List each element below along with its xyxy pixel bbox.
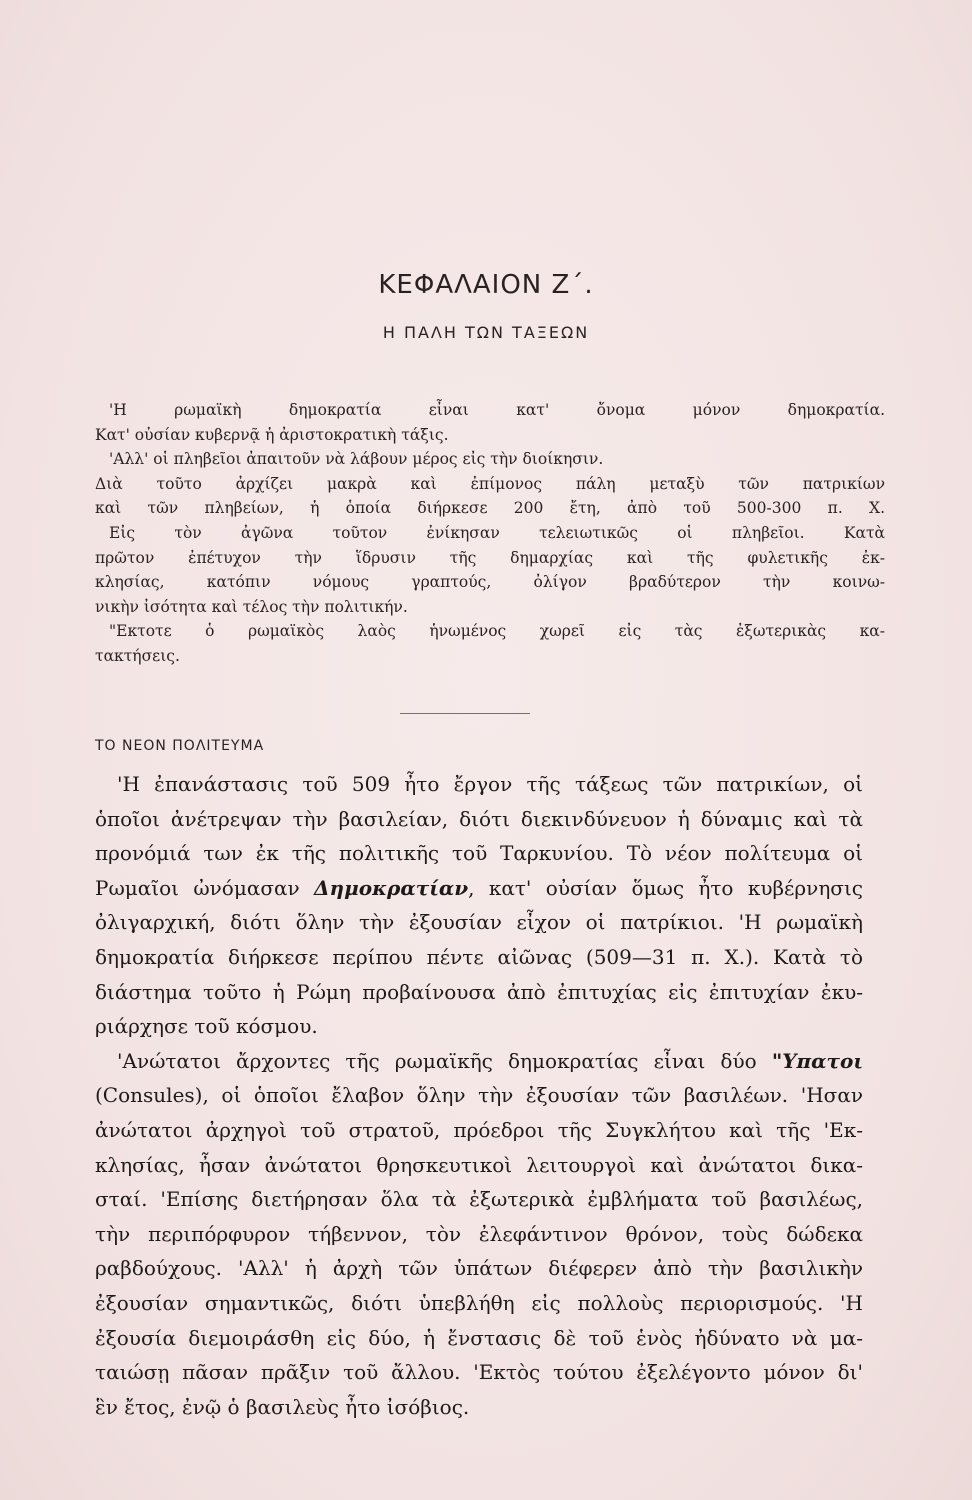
body-line <box>95 871 863 906</box>
body-line: ραβδούχους. 'Αλλ' ἡ ἀρχὴ τῶν ὑπάτων διέφερεν ἀπὸ τὴν βασιλικὴν <box>95 1256 863 1281</box>
summary-line: πρῶτον ἐπέτυχον τὴν ἵδρυσιν τῆς δημαρχίας καὶ τῆς φυλετικῆς ἐκ- <box>95 548 885 567</box>
body-fragment: 'Ανώτατοι ἄρχοντες τῆς ρωμαϊκῆς δημοκρατίας εἶναι δύο <box>117 1048 757 1073</box>
body-line: ἐξουσία διεμοιράσθη εἰς δύο, ἡ ἔνστασις δὲ τοῦ ἑνὸς ἠδύνατο νὰ μα- <box>95 1325 863 1350</box>
body-line: κλησίας, ἦσαν ἀνώτατοι θρησκευτικοὶ λειτουργοὶ καὶ ἀνώτατοι δικα- <box>95 1152 863 1177</box>
summary-line: 'Η ρωμαϊκὴ δημοκρατία εἶναι κατ' ὄνομα μόνον δημοκρατία. <box>109 401 885 419</box>
body-line: σταί. 'Επίσης διετήρησαν ὅλα τὰ ἐξωτερικὰ ἐμβλήματα τοῦ βασιλέως, <box>95 1187 863 1212</box>
summary-line: Εἰς τὸν ἀγῶνα τοῦτον ἐνίκησαν τελειωτικῶς οἱ πληβεῖοι. Κατὰ <box>109 523 885 542</box>
body-line: (Consules), οἱ ὁποῖοι ἔλαβον ὅλην τὴν ἐξουσίαν τῶν βασιλέων. 'Ησαν <box>95 1083 863 1108</box>
body-line: ὁποῖοι ἀνέτρεψαν τὴν βασιλείαν, διότι διεκινδύνευον ἡ δύναμις καὶ τὰ <box>95 806 863 831</box>
section-heading: ΤΟ ΝΕΟΝ ΠΟΛΙΤΕΥΜΑ <box>95 738 265 754</box>
body-text <box>95 767 863 1424</box>
emphasis-term: Δημοκρατίαν <box>314 875 469 900</box>
body-line: ἀνώτατοι ἀρχηγοὶ τοῦ στρατοῦ, πρόεδροι τῆς Συγκλήτου καὶ τῆς 'Εκ- <box>95 1117 863 1142</box>
body-line: τὴν περιπόρφυρον τήβεννον, τὸν ἐλεφάντινον θρόνον, τοὺς δώδεκα <box>95 1221 863 1246</box>
body-line: διάστημα τοῦτο ἡ Ρώμη προβαίνουσα ἀπὸ ἐπιτυχίας εἰς ἐπιτυχίαν ἐκυ- <box>95 979 863 1004</box>
chapter-subtitle: Η ΠΑΛΗ ΤΩΝ ΤΑΞΕΩΝ <box>382 323 590 342</box>
body-fragment: Ρωμαῖοι ὠνόμασαν <box>95 875 300 900</box>
chapter-summary <box>95 398 885 669</box>
summary-line: κλησίας, κατόπιν νόμους γραπτούς, ὀλίγον βραδύτερον τὴν κοινω- <box>95 573 885 592</box>
body-line <box>95 1044 863 1079</box>
body-line: ἓν ἔτος, ἐνῷ ὁ βασιλεὺς ἦτο ἰσόβιος. <box>95 1394 470 1419</box>
emphasis-term: "Υπατοι <box>771 1048 864 1073</box>
summary-line: Διὰ τοῦτο ἀρχίζει μακρὰ καὶ ἐπίμονος πάλη μεταξὺ τῶν πατρικίων <box>95 474 885 493</box>
summary-line: Κατ' οὐσίαν κυβερνᾷ ἡ ἀριστοκρατικὴ τάξις. <box>95 425 449 444</box>
body-fragment: , κατ' οὐσίαν ὅμως ἦτο κυβέρνησις <box>468 875 863 900</box>
summary-line: καὶ τῶν πληβείων, ἡ ὁποία διήρκεσε 200 ἔτη, ἀπὸ τοῦ 500-300 π. Χ. <box>95 499 885 518</box>
body-line: προνόμιά των ἐκ τῆς πολιτικῆς τοῦ Ταρκυνίου. Τὸ νέον πολίτευμα οἱ <box>95 841 863 866</box>
summary-line: νικὴν ἰσότητα καὶ τέλος τὴν πολιτικήν. <box>95 597 408 616</box>
body-line: ταιώσῃ πᾶσαν πρᾶξιν τοῦ ἄλλου. 'Εκτὸς τούτου ἐξελέγοντο μόνον δι' <box>95 1360 863 1385</box>
body-line: ἐξουσίαν σημαντικῶς, διότι ὑπεβλήθη εἰς πολλοὺς περιορισμούς. 'Η <box>95 1290 863 1315</box>
body-line: ριάρχησε τοῦ κόσμου. <box>95 1014 318 1039</box>
body-line: δημοκρατία διήρκεσε περίπου πέντε αἰῶνας (509—31 π. Χ.). Κατὰ τὸ <box>95 944 863 969</box>
body-line: ὀλιγαρχική, διότι ὅλην τὴν ἐξουσίαν εἶχον οἱ πατρίκιοι. 'Η ρωμαϊκὴ <box>95 910 863 935</box>
summary-line: 'Αλλ' οἱ πληβεῖοι ἀπαιτοῦν νὰ λάβουν μέρος εἰς τὴν διοίκησιν. <box>109 450 604 469</box>
summary-line: τακτήσεις. <box>95 646 180 665</box>
section-divider <box>400 713 530 714</box>
body-line: 'Η ἐπανάστασις τοῦ 509 ἦτο ἔργον τῆς τάξεως τῶν πατρικίων, οἱ <box>117 772 863 796</box>
summary-line: "Εκτοτε ὁ ρωμαϊκὸς λαὸς ἡνωμένος χωρεῖ εἰς τὰς ἐξωτερικὰς κα- <box>109 622 885 641</box>
chapter-title: ΚΕΦΑΛΑΙΟΝ Ζ΄. <box>378 270 594 300</box>
